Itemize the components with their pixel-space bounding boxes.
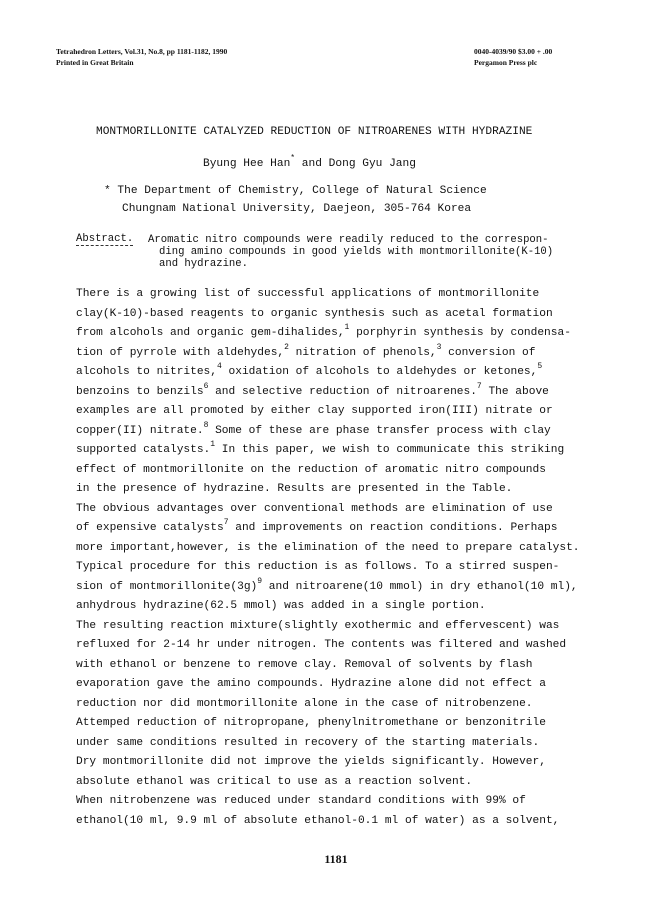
body-line: benzoins to benzils$^6$ and selective reduction of nitroarenes.$^7$ The above [76,381,549,398]
body-line: The obvious advantages over conventional methods are elimination of use [76,502,553,515]
body-line: Dry montmorillonite did not improve the yields significantly. However, [76,756,546,768]
body-line: evaporation gave the amino compounds. Hydrazine alone did not effect a [76,678,546,690]
body-line: absolute ethanol was critical to use as a reaction solvent. [76,775,473,788]
body-line: sion of $montmorillonite(3g)^9$ and nitroarene(10 mmol) in dry ethanol(10 ml), [76,576,578,593]
author-connector: and [295,158,329,170]
reference-mark: 1 [344,323,350,332]
citation-line-2: Printed in Great Britain [56,58,134,67]
reference-mark: 3 [436,342,442,352]
reference-mark: 7 [223,518,229,527]
publisher-info [474,46,552,68]
body-line: of expensive catalysts$^7$ and improvements on reaction conditions. Perhaps [76,518,558,534]
page-number: 1181 [324,852,348,866]
body-text [76,285,636,831]
body-line: supported catalysts.$^1$ In this paper, we wish to communicate this striking [76,440,565,456]
body-line: refluxed for 2-14 hr under nitrogen. The contents was filtered and washed [76,639,567,651]
body-line: more important,however, is the elimination of the need to prepare catalyst. [76,541,580,554]
author-2: Dong Gyu Jang [328,158,416,170]
reference-mark: 8 [203,420,209,430]
abstract-line: and hydrazine. [159,258,249,270]
authors-line [203,154,416,170]
body-line: examples are all promoted by either clay supported iron(III) nitrate or [76,405,553,417]
issn-price: 0040-4039/90 $3.00 + .00 [474,47,553,56]
body-line: Typical procedure for this reduction is as follows. To a stirred suspen- [76,561,560,573]
body-line: in the presence of hydrazine. Results are presented in the Table. [76,483,513,495]
abstract-label: Abstract. [76,233,134,245]
abstract-line: Aromatic nitro compounds were readily reduced to the correspon- [148,234,549,246]
publisher-name: Pergamon Press plc [474,58,538,67]
body-line: reduction nor did montmorillonite alone in the case of nitrobenzene. [76,697,533,710]
reference-mark: 9 [257,576,263,586]
body-line: The resulting reaction mixture(slightly exothermic and effervescent) was [76,619,560,632]
body-line: ethanol(10 ml, 9.9 ml of absolute ethanol-0.1 ml of water) as a solvent, [76,814,560,827]
reference-mark: 5 [537,362,543,371]
body-line: effect of montmorillonite on the reduction of aromatic nitro compounds [76,463,546,476]
corresponding-author-mark: * [290,154,296,163]
body-line: from alcohols and organic gem-dihalides,$^1$ porphyrin synthesis by condensa- [76,323,571,339]
body-line: When nitrobenzene was reduced under standard conditions with 99% of [76,795,526,807]
abstract-line: ding amino compounds in good yields with montmorillonite(K-10) [159,246,554,258]
body-line: under same conditions resulted in recovery of the starting materials. [76,736,540,749]
body-line: with ethanol or benzene to remove clay. Removal of solvents by flash [76,658,533,671]
abstract-text [148,234,668,270]
affiliation [104,182,487,218]
reference-mark: 7 [476,381,482,391]
affiliation-line-2: Chungnam National University, Daejeon, 305-764 Korea [122,203,472,215]
body-line: There is a growing list of successful applications of montmorillonite [76,288,540,300]
author-1: Byung Hee Han [203,158,291,170]
body-line: tion of pyrrole with aldehydes,$^2$ nitration of phenols,$^3$ conversion of [76,342,536,359]
body-line: clay(K-10)-based reagents to organic synthesis such as acetal formation [76,307,553,320]
affiliation-line-1: * The Department of Chemistry, College of Natural Science [104,185,487,197]
citation-line-1: Tetrahedron Letters, Vol.31, No.8, pp 1181-1182, 1990 [56,47,228,56]
journal-citation [56,46,227,68]
paper-title: MONTMORILLONITE CATALYZED REDUCTION OF NITROARENES WITH HYDRAZINE [96,126,533,138]
reference-mark: 4 [217,362,222,371]
body-line: anhydrous hydrazine(62.5 mmol) was added in a single portion. [76,600,486,612]
reference-mark: 2 [284,342,289,352]
body-line: alcohols to nitrites,$^4$ oxidation of alcohols to aldehydes or ketones,$^5$ [76,362,543,378]
body-line: copper(II) nitrate.$^8$ Some of these are phase transfer process with clay [76,420,551,437]
body-line: Attemped reduction of nitropropane, phenylnitromethane or benzonitrile [76,717,546,729]
reference-mark: 1 [210,440,216,449]
reference-mark: 6 [203,381,209,391]
